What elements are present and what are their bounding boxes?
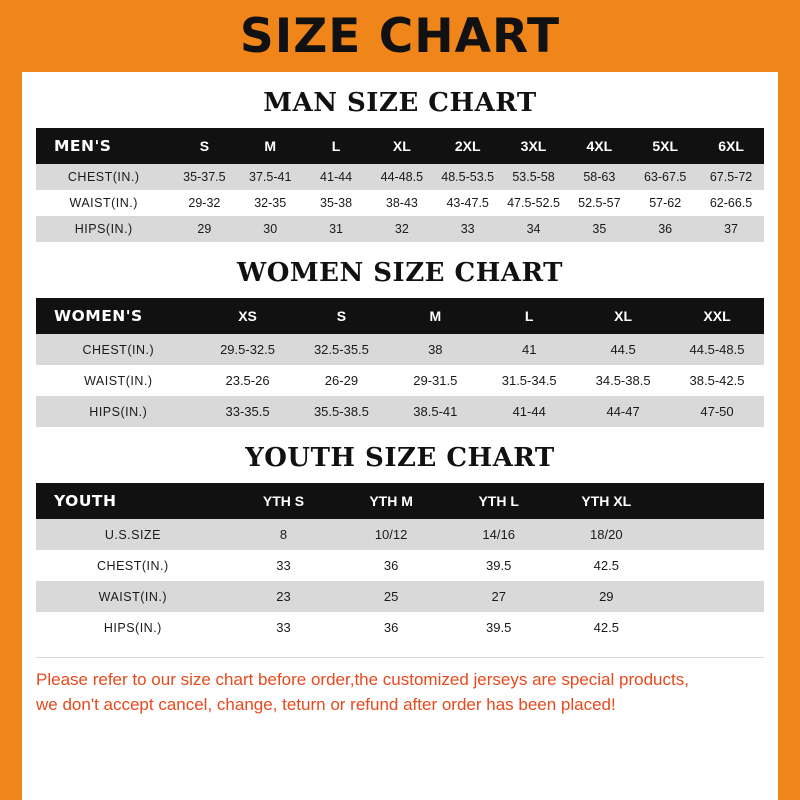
man-row-label-1: WAIST(IN.) [36,190,171,216]
man-cell-1-7: 57-62 [632,190,698,216]
youth-header-cell-3: YTH L [445,483,553,519]
man-cell-0-8: 67.5-72 [698,164,764,190]
youth-header-cell-4: YTH XL [553,483,661,519]
youth-row-label-3: HIPS(IN.) [36,612,230,643]
man-size-table [36,128,764,242]
man-header-cell-7: 4XL [566,128,632,164]
man-header-cell-3: L [303,128,369,164]
women-cell-1-2: 29-31.5 [388,365,482,396]
youth-cell-2-0: 23 [230,581,338,612]
man-cell-0-1: 37.5-41 [237,164,303,190]
table-header-row [36,483,764,519]
youth-table-header [36,483,764,519]
man-cell-2-3: 32 [369,216,435,242]
women-section-title: WOMEN SIZE CHART [237,258,563,288]
man-header-cell-4: XL [369,128,435,164]
women-cell-0-2: 38 [388,334,482,365]
youth-cell-0-3: 18/20 [553,519,661,550]
women-cell-0-3: 41 [482,334,576,365]
page-title: SIZE CHART [239,8,561,64]
table-row [36,190,764,216]
women-row-label-2: HIPS(IN.) [36,396,201,427]
women-row-label-1: WAIST(IN.) [36,365,201,396]
table-header-row [36,298,764,334]
man-cell-0-3: 44-48.5 [369,164,435,190]
youth-cell-0-spacer [660,519,764,550]
women-cell-2-1: 35.5-38.5 [294,396,388,427]
man-cell-1-3: 38-43 [369,190,435,216]
man-cell-1-5: 47.5-52.5 [501,190,567,216]
women-size-table [36,298,764,427]
women-header-cell-3: M [388,298,482,334]
women-row-label-0: CHEST(IN.) [36,334,201,365]
youth-cell-3-1: 36 [337,612,445,643]
table-row [36,519,764,550]
women-table-header [36,298,764,334]
women-cell-1-0: 23.5-26 [201,365,295,396]
man-cell-2-4: 33 [435,216,501,242]
youth-size-table [36,483,764,643]
women-header-cell-4: L [482,298,576,334]
man-header-cell-5: 2XL [435,128,501,164]
youth-cell-1-spacer [660,550,764,581]
man-header-cell-8: 5XL [632,128,698,164]
youth-cell-0-1: 10/12 [337,519,445,550]
man-cell-1-0: 29-32 [171,190,237,216]
youth-cell-1-3: 42.5 [553,550,661,581]
man-header-cell-0: MEN'S [36,128,171,164]
women-header-cell-0: WOMEN'S [36,298,201,334]
order-notice-line-2: we don't accept cancel, change, teturn or refund after order has been placed! [36,694,616,714]
youth-header-cell-2: YTH M [337,483,445,519]
man-cell-0-7: 63-67.5 [632,164,698,190]
youth-cell-0-0: 8 [230,519,338,550]
table-row [36,550,764,581]
youth-header-cell-1: YTH S [230,483,338,519]
youth-row-label-0: U.S.SIZE [36,519,230,550]
youth-cell-2-1: 25 [337,581,445,612]
youth-cell-1-0: 33 [230,550,338,581]
man-section-title: MAN SIZE CHART [263,88,537,118]
youth-cell-3-spacer [660,612,764,643]
women-cell-2-5: 47-50 [670,396,764,427]
women-cell-0-5: 44.5-48.5 [670,334,764,365]
youth-row-label-1: CHEST(IN.) [36,550,230,581]
man-cell-2-8: 37 [698,216,764,242]
youth-cell-2-spacer [660,581,764,612]
women-cell-1-4: 34.5-38.5 [576,365,670,396]
man-cell-0-4: 48.5-53.5 [435,164,501,190]
youth-cell-0-2: 14/16 [445,519,553,550]
women-cell-0-4: 44.5 [576,334,670,365]
content [22,88,778,717]
youth-cell-1-2: 39.5 [445,550,553,581]
man-cell-2-6: 35 [566,216,632,242]
youth-cell-3-2: 39.5 [445,612,553,643]
youth-cell-2-2: 27 [445,581,553,612]
man-cell-2-5: 34 [501,216,567,242]
man-table-body [36,164,764,242]
women-cell-1-5: 38.5-42.5 [670,365,764,396]
youth-cell-2-3: 29 [553,581,661,612]
youth-row-label-2: WAIST(IN.) [36,581,230,612]
youth-header-spacer [660,483,764,519]
women-cell-2-3: 41-44 [482,396,576,427]
order-notice [36,657,764,717]
order-notice-line-1: Please refer to our size chart before order,the customized jerseys are special products, [36,670,689,689]
table-row [36,612,764,643]
man-header-cell-2: M [237,128,303,164]
women-header-cell-2: S [294,298,388,334]
man-cell-1-4: 43-47.5 [435,190,501,216]
table-row [36,334,764,365]
women-header-cell-1: XS [201,298,295,334]
table-row [36,216,764,242]
youth-section-title: YOUTH SIZE CHART [245,443,555,473]
banner [0,0,800,72]
women-cell-1-3: 31.5-34.5 [482,365,576,396]
youth-cell-1-1: 36 [337,550,445,581]
table-row [36,365,764,396]
man-cell-1-1: 32-35 [237,190,303,216]
man-cell-2-1: 30 [237,216,303,242]
man-table-header [36,128,764,164]
man-row-label-2: HIPS(IN.) [36,216,171,242]
man-cell-2-0: 29 [171,216,237,242]
man-row-label-0: CHEST(IN.) [36,164,171,190]
man-header-cell-9: 6XL [698,128,764,164]
youth-header-cell-0: YOUTH [36,483,230,519]
man-cell-2-7: 36 [632,216,698,242]
women-table-body [36,334,764,427]
table-row [36,581,764,612]
youth-cell-3-0: 33 [230,612,338,643]
youth-table-body [36,519,764,643]
man-cell-1-8: 62-66.5 [698,190,764,216]
women-cell-1-1: 26-29 [294,365,388,396]
women-header-cell-6: XXL [670,298,764,334]
man-cell-0-5: 53.5-58 [501,164,567,190]
table-header-row [36,128,764,164]
women-cell-0-1: 32.5-35.5 [294,334,388,365]
man-header-cell-6: 3XL [501,128,567,164]
man-header-cell-1: S [171,128,237,164]
women-header-cell-5: XL [576,298,670,334]
youth-cell-3-3: 42.5 [553,612,661,643]
table-row [36,164,764,190]
women-cell-2-0: 33-35.5 [201,396,295,427]
man-cell-0-0: 35-37.5 [171,164,237,190]
table-row [36,396,764,427]
man-cell-1-2: 35-38 [303,190,369,216]
man-cell-1-6: 52.5-57 [566,190,632,216]
women-cell-2-2: 38.5-41 [388,396,482,427]
women-cell-0-0: 29.5-32.5 [201,334,295,365]
women-cell-2-4: 44-47 [576,396,670,427]
man-cell-0-6: 58-63 [566,164,632,190]
man-cell-2-2: 31 [303,216,369,242]
man-cell-0-2: 41-44 [303,164,369,190]
